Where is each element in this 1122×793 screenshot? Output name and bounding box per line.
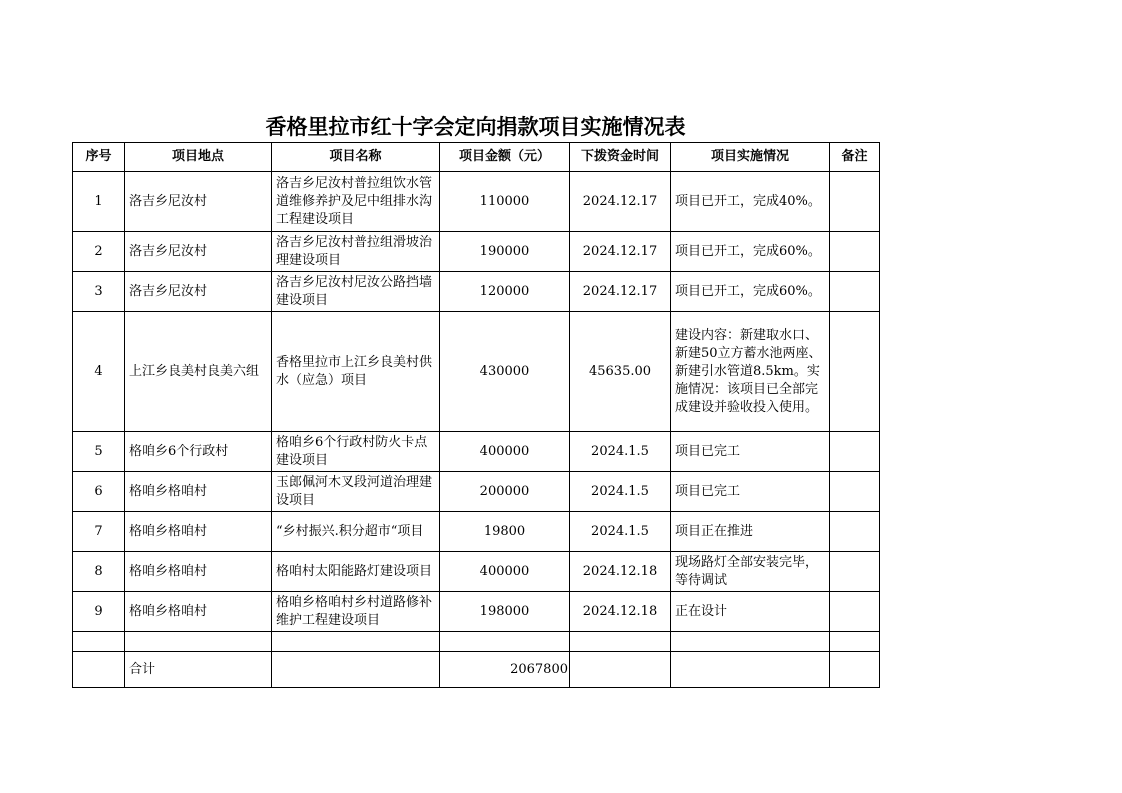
cell-note <box>830 172 880 232</box>
cell-note <box>830 312 880 432</box>
header-location: 项目地点 <box>125 143 272 172</box>
cell-name: 洛吉乡尼汝村普拉组饮水管道维修养护及尼中组排水沟工程建设项目 <box>272 172 440 232</box>
cell-seq: 1 <box>73 172 125 232</box>
cell-time: 2024.1.5 <box>570 472 671 512</box>
cell-time: 2024.12.18 <box>570 592 671 632</box>
cell-amount: 198000 <box>440 592 570 632</box>
empty-cell <box>671 632 830 652</box>
header-amount: 项目金额（元） <box>440 143 570 172</box>
cell-location: 洛吉乡尼汝村 <box>125 172 272 232</box>
cell-note <box>830 472 880 512</box>
cell-time: 2024.1.5 <box>570 512 671 552</box>
table-row <box>73 592 880 632</box>
cell-seq: 3 <box>73 272 125 312</box>
cell-location: 格咱乡格咱村 <box>125 552 272 592</box>
table-row <box>73 172 880 232</box>
cell-name: “乡村振兴.积分超市“项目 <box>272 512 440 552</box>
cell-time: 2024.12.17 <box>570 232 671 272</box>
cell-seq: 5 <box>73 432 125 472</box>
cell-seq: 7 <box>73 512 125 552</box>
cell-name: 格咱村太阳能路灯建设项目 <box>272 552 440 592</box>
empty-cell <box>830 652 880 688</box>
header-seq: 序号 <box>73 143 125 172</box>
cell-location: 格咱乡格咱村 <box>125 472 272 512</box>
cell-location: 洛吉乡尼汝村 <box>125 232 272 272</box>
cell-time: 2024.12.17 <box>570 272 671 312</box>
cell-location: 格咱乡格咱村 <box>125 512 272 552</box>
cell-note <box>830 432 880 472</box>
total-amount: 2067800 <box>440 652 570 688</box>
cell-seq: 2 <box>73 232 125 272</box>
cell-name: 洛吉乡尼汝村尼汝公路挡墙建设项目 <box>272 272 440 312</box>
cell-note <box>830 272 880 312</box>
cell-seq: 6 <box>73 472 125 512</box>
empty-cell <box>125 632 272 652</box>
cell-name: 香格里拉市上江乡良美村供水（应急）项目 <box>272 312 440 432</box>
cell-note <box>830 552 880 592</box>
cell-location: 格咱乡格咱村 <box>125 592 272 632</box>
cell-name: 玉郎佩河木叉段河道治理建设项目 <box>272 472 440 512</box>
empty-cell <box>440 632 570 652</box>
table-header-row <box>73 143 880 172</box>
cell-name: 格咱乡6个行政村防火卡点建设项目 <box>272 432 440 472</box>
cell-amount: 19800 <box>440 512 570 552</box>
cell-name: 洛吉乡尼汝村普拉组滑坡治理建设项目 <box>272 232 440 272</box>
empty-cell <box>671 652 830 688</box>
table-row <box>73 312 880 432</box>
empty-cell <box>570 652 671 688</box>
header-name: 项目名称 <box>272 143 440 172</box>
cell-status: 项目已开工，完成40%。 <box>671 172 830 232</box>
cell-location: 上江乡良美村良美六组 <box>125 312 272 432</box>
total-label: 合计 <box>125 652 272 688</box>
cell-amount: 400000 <box>440 552 570 592</box>
table-row <box>73 272 880 312</box>
total-row <box>73 652 880 688</box>
cell-amount: 110000 <box>440 172 570 232</box>
table-row-empty <box>73 632 880 652</box>
table-row <box>73 432 880 472</box>
table-row <box>73 232 880 272</box>
empty-cell <box>73 632 125 652</box>
cell-status: 项目已完工 <box>671 432 830 472</box>
empty-cell <box>73 652 125 688</box>
cell-status: 建设内容：新建取水口、新建50立方蓄水池两座、新建引水管道8.5km。实施情况：该项目已全部完成建设并验收投入使用。 <box>671 312 830 432</box>
empty-cell <box>570 632 671 652</box>
cell-name: 格咱乡格咱村乡村道路修补维护工程建设项目 <box>272 592 440 632</box>
cell-note <box>830 592 880 632</box>
project-table <box>72 142 880 688</box>
cell-status: 项目正在推进 <box>671 512 830 552</box>
cell-location: 洛吉乡尼汝村 <box>125 272 272 312</box>
cell-amount: 120000 <box>440 272 570 312</box>
cell-status: 现场路灯全部安装完毕，等待调试 <box>671 552 830 592</box>
cell-seq: 8 <box>73 552 125 592</box>
cell-note <box>830 512 880 552</box>
page-title: 香格里拉市红十字会定向捐款项目实施情况表 <box>265 115 686 139</box>
cell-time: 2024.12.17 <box>570 172 671 232</box>
header-time: 下拨资金时间 <box>570 143 671 172</box>
cell-amount: 200000 <box>440 472 570 512</box>
header-note: 备注 <box>830 143 880 172</box>
empty-cell <box>830 632 880 652</box>
table-row <box>73 552 880 592</box>
header-status: 项目实施情况 <box>671 143 830 172</box>
empty-cell <box>272 652 440 688</box>
cell-amount: 430000 <box>440 312 570 432</box>
cell-time: 2024.12.18 <box>570 552 671 592</box>
cell-status: 正在设计 <box>671 592 830 632</box>
cell-status: 项目已开工，完成60%。 <box>671 272 830 312</box>
table-row <box>73 512 880 552</box>
cell-note <box>830 232 880 272</box>
cell-location: 格咱乡6个行政村 <box>125 432 272 472</box>
cell-amount: 190000 <box>440 232 570 272</box>
cell-seq: 4 <box>73 312 125 432</box>
cell-amount: 400000 <box>440 432 570 472</box>
cell-status: 项目已完工 <box>671 472 830 512</box>
cell-time: 2024.1.5 <box>570 432 671 472</box>
empty-cell <box>272 632 440 652</box>
cell-seq: 9 <box>73 592 125 632</box>
cell-time: 45635.00 <box>570 312 671 432</box>
cell-status: 项目已开工，完成60%。 <box>671 232 830 272</box>
table-row <box>73 472 880 512</box>
